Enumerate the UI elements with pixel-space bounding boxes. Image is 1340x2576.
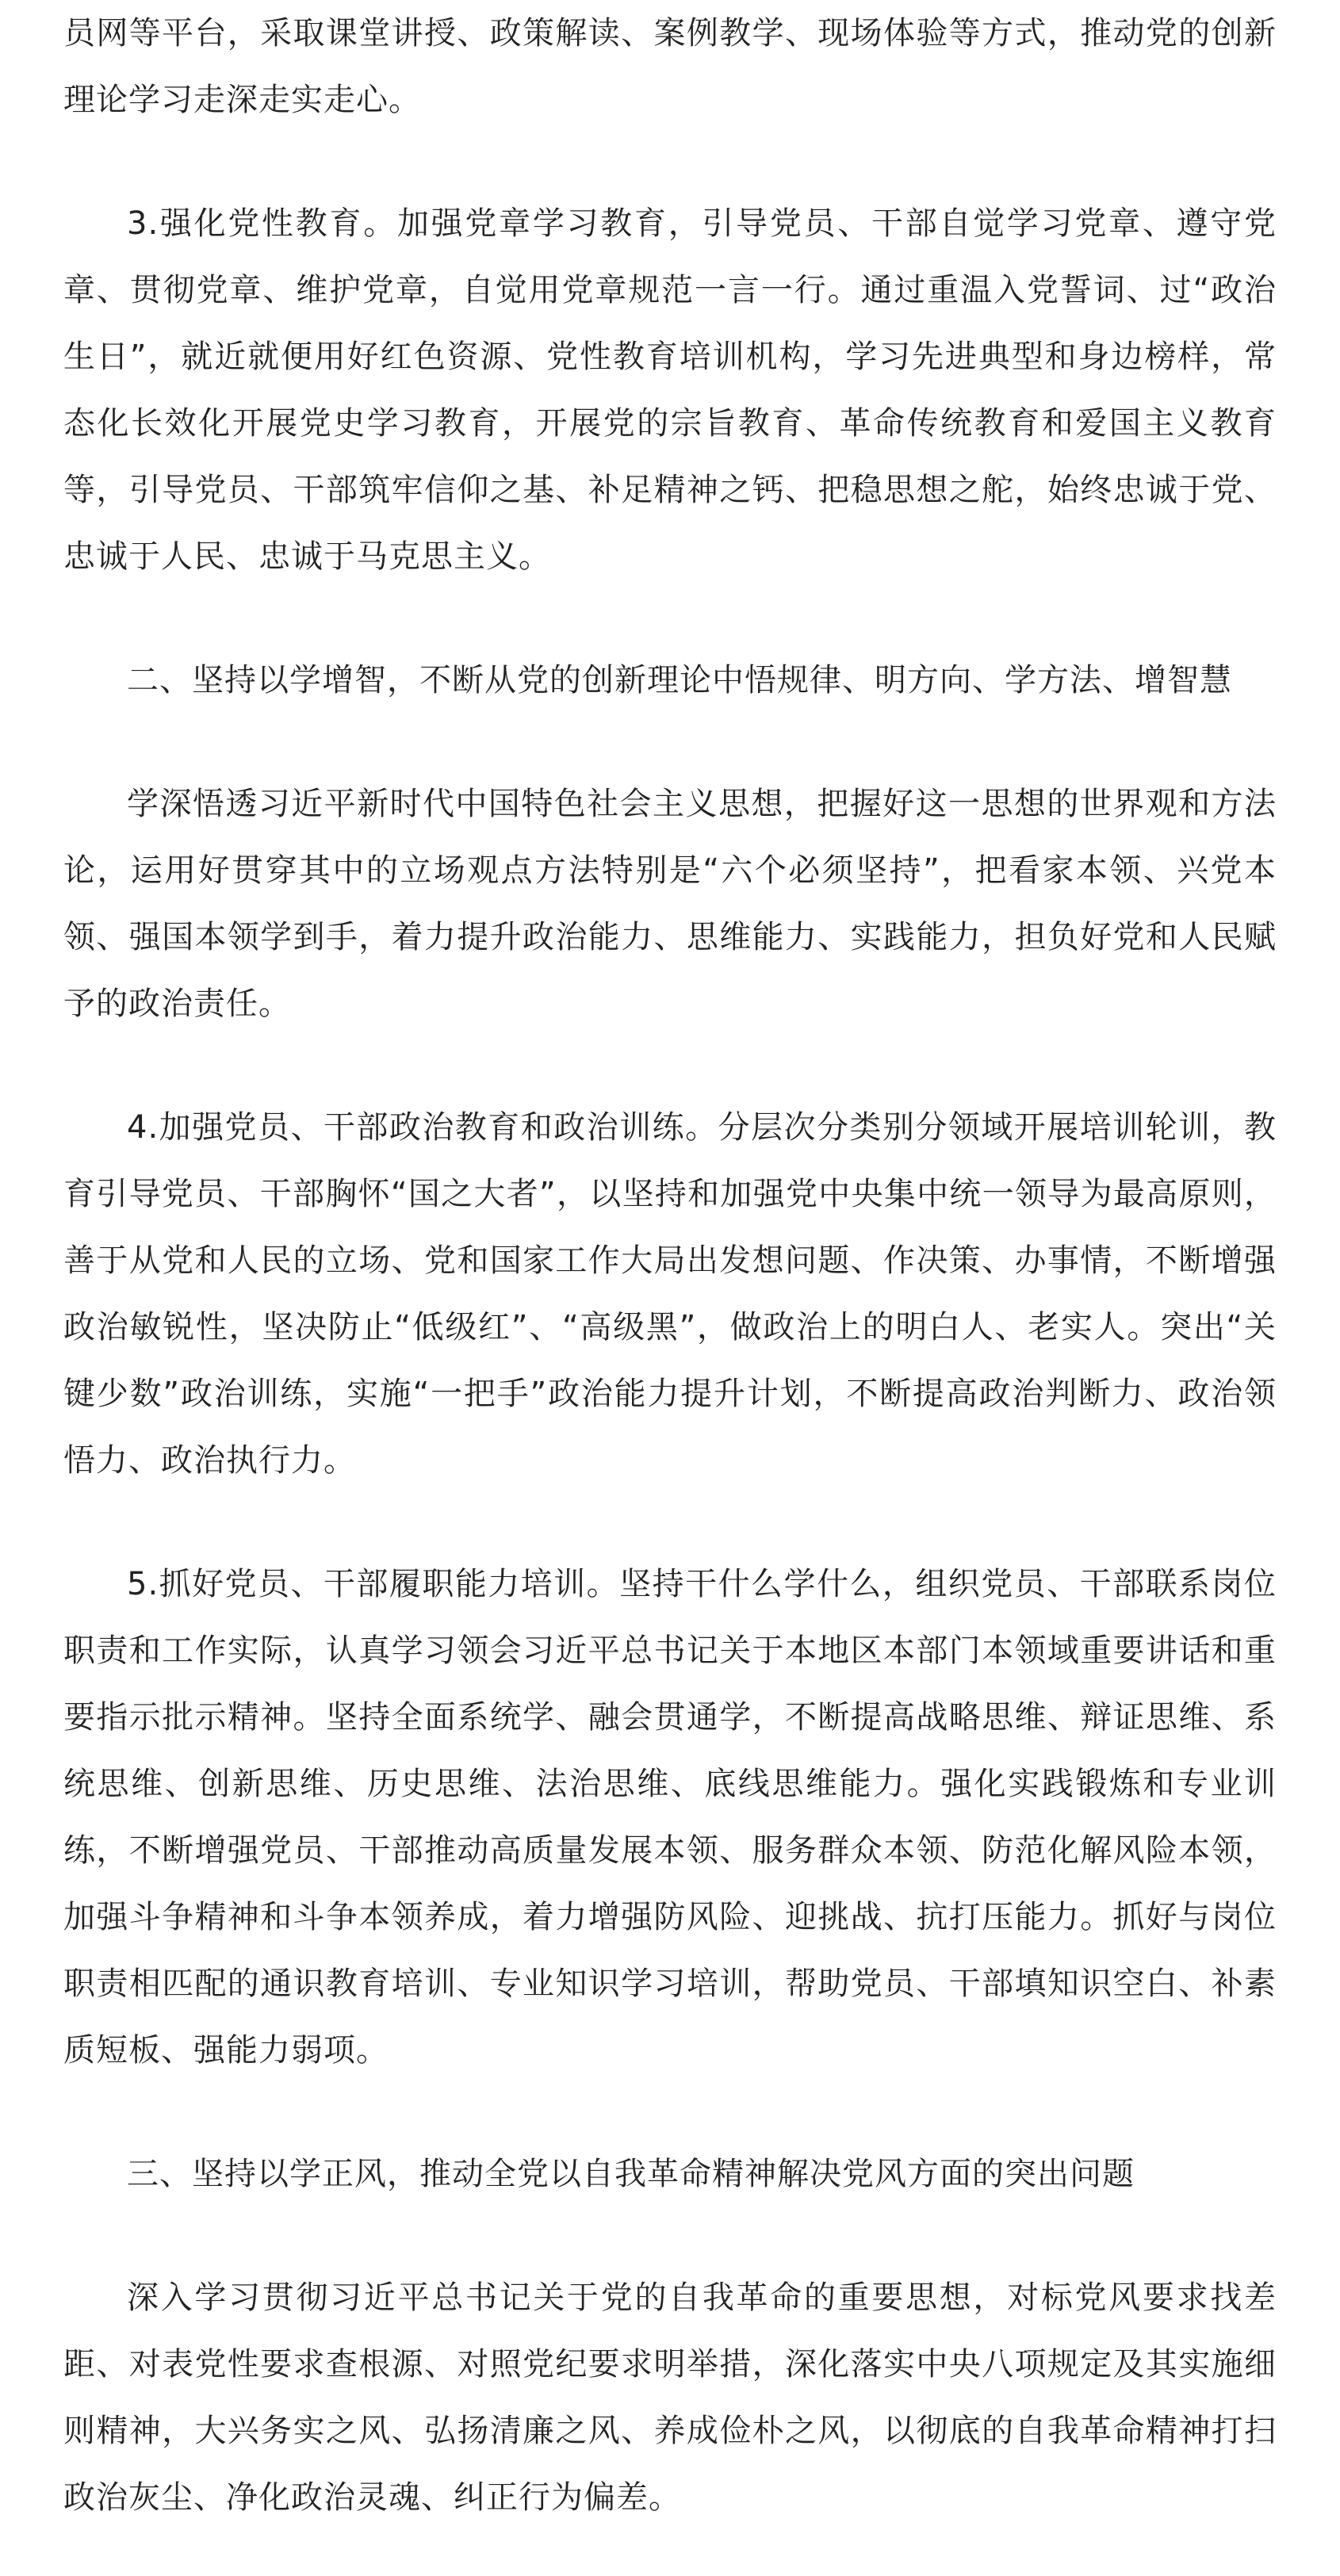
section-heading-2: 二、坚持以学增智，不断从党的创新理论中悟规律、明方向、学方法、增智慧 (127, 662, 1232, 699)
paragraph-1: 员网等平台，采取课堂讲授、政策解读、案例教学、现场体验等方式，推动党的创新理论学习走深走实走心。 (63, 15, 1277, 118)
paragraph-4: 4.加强党员、干部政治教育和政治训练。分层次分类别分领域开展培训轮训，教育引导党员、干部胸怀“国之大者”，以坚持和加强党中央集中统一领导为最高原则，善于从党和人民的立场、党和国家工作大局出发想问题、作决策、办事情，不断增强政治敏锐性，坚决防止“低级红”、“高级黑”，做政治上的明白人、老实人。突出“关键少数”政治训练，实施“一把手”政治能力提升计划，不断提高政治判断力、政治领悟力、政治执行力。 (63, 1109, 1277, 1479)
paragraph-6: 深入学习贯彻习近平总书记关于党的自我革命的重要思想，对标党风要求找差距、对表党性要求查根源、对照党纪要求明举措，深化落实中央八项规定及其实施细则精神，大兴务实之风、弘扬清廉之风、养成俭朴之风，以彻底的自我革命精神打扫政治灰尘、净化政治灵魂、纠正行为偏差。 (63, 2279, 1277, 2516)
paragraph-5: 5.抓好党员、干部履职能力培训。坚持干什么学什么，组织党员、干部联系岗位职责和工作实际，认真学习领会习近平总书记关于本地区本部门本领域重要讲话和重要指示批示精神。坚持全面系统学、融会贯通学，不断提高战略思维、辩证思维、系统思维、创新思维、历史思维、法治思维、底线思维能力。强化实践锻炼和专业训练，不断增强党员、干部推动高质量发展本领、服务群众本领、防范化解风险本领，加强斗争精神和斗争本领养成，着力增强防风险、迎挑战、抗打压能力。抓好与岗位职责相匹配的通识教育培训、专业知识学习培训，帮助党员、干部填知识空白、补素质短板、强能力弱项。 (63, 1566, 1277, 2069)
paragraph-2: 3.强化党性教育。加强党章学习教育，引导党员、干部自觉学习党章、遵守党章、贯彻党章、维护党章，自觉用党章规范一言一行。通过重温入党誓词、过“政治生日”，就近就便用好红色资源、党性教育培训机构，学习先进典型和身边榜样，常态化长效化开展党史学习教育，开展党的宗旨教育、革命传统教育和爱国主义教育等，引导党员、干部筑牢信仰之基、补足精神之钙、把稳思想之舵，始终忠诚于党、忠诚于人民、忠诚于马克思主义。 (63, 205, 1277, 575)
paragraph-3: 学深悟透习近平新时代中国特色社会主义思想，把握好这一思想的世界观和方法论，运用好贯穿其中的立场观点方法特别是“六个必须坚持”，把看家本领、兴党本领、强国本领学到手，着力提升政治能力、思维能力、实践能力，担负好党和人民赋予的政治责任。 (63, 786, 1277, 1022)
section-heading-3: 三、坚持以学正风，推动全党以自我革命精神解决党风方面的突出问题 (127, 2156, 1135, 2192)
article-body (63, 0, 1277, 2531)
